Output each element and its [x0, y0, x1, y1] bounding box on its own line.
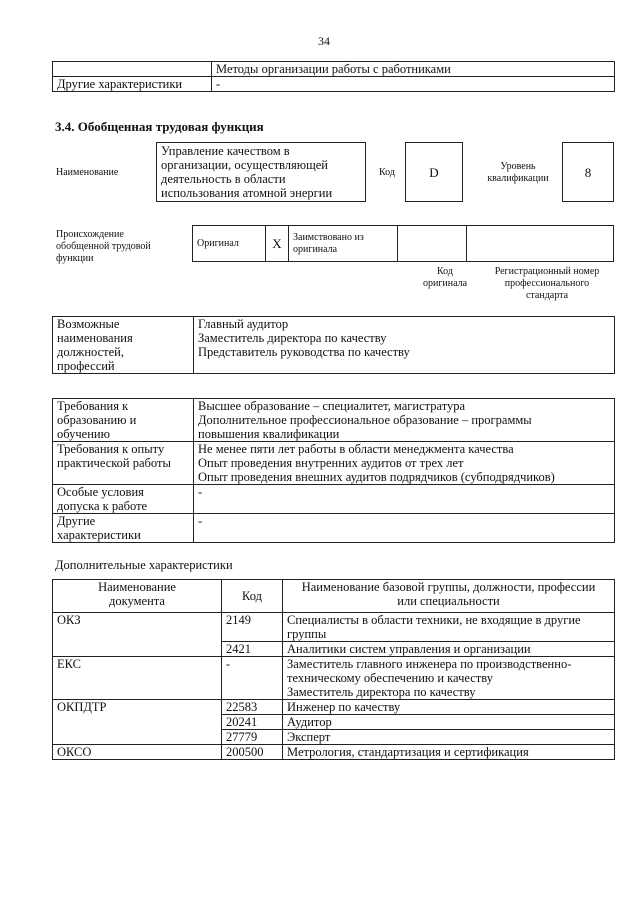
requirement-value-line: повышения квалификации: [198, 427, 340, 441]
requirement-label-line: Другие: [57, 514, 96, 528]
requirement-value-line: Дополнительное профессиональное образование – программы: [198, 413, 532, 427]
page-number: 34: [318, 34, 330, 48]
requirement-label-line: образованию и: [57, 413, 137, 427]
requirements-table: [52, 398, 615, 543]
name-line: Заместитель главного инженера по производственно-: [287, 657, 572, 671]
positions-values: [194, 317, 615, 374]
requirement-value-line: Не менее пяти лет работы в области менеджмента качества: [198, 442, 514, 456]
requirement-label-line: Особые условия: [57, 485, 144, 499]
name-line: Заместитель директора по качеству: [287, 685, 476, 699]
doc-cell: ЕКС: [53, 657, 222, 700]
name-cell: [283, 642, 615, 657]
name-line: группы: [287, 627, 327, 641]
top-table: [52, 61, 615, 92]
requirement-row: [53, 514, 615, 543]
requirement-value: [194, 514, 615, 543]
requirement-label-line: практической работы: [57, 456, 171, 470]
requirement-value: [194, 399, 615, 442]
top-table-empty-cell: [53, 62, 212, 77]
name-cell: [283, 715, 615, 730]
table-row: [53, 700, 615, 715]
table-row: [53, 745, 615, 760]
level-value-box: 8: [562, 142, 614, 202]
name-line: Эксперт: [287, 730, 331, 744]
origin-label-line: функции: [56, 253, 94, 264]
original-mark: X: [266, 226, 289, 262]
positions-label-line: Возможные: [57, 317, 120, 331]
level-label-line: Уровень: [500, 161, 536, 172]
requirement-label-line: Требования к опыту: [57, 442, 165, 456]
table-row: [53, 613, 615, 642]
name-line: техническому обеспечению и качеству: [287, 671, 493, 685]
function-name-line: Управление качеством в: [161, 144, 290, 158]
top-table-row2-label: Другие характеристики: [53, 77, 212, 92]
caption-line: Код: [437, 266, 453, 277]
requirement-label-line: обучению: [57, 427, 110, 441]
origin-code-cell: [398, 226, 467, 262]
header-line: документа: [109, 594, 165, 608]
caption-line: Регистрационный номер: [494, 266, 600, 277]
position-item: Заместитель директора по качеству: [198, 331, 387, 345]
name-cell: [283, 730, 615, 745]
requirement-value-line: -: [198, 514, 203, 528]
header-line: Наименование базовой группы, должности, профессии: [301, 580, 596, 594]
name-line: Инженер по качеству: [287, 700, 401, 714]
code-cell: 20241: [222, 715, 283, 730]
doc-cell: ОКПДТР: [53, 700, 222, 745]
origin-label-line: Происхождение: [56, 229, 124, 240]
requirement-label-line: Требования к: [57, 399, 129, 413]
additional-table: [52, 579, 615, 760]
header-name: [283, 580, 615, 613]
name-cell: [283, 745, 615, 760]
requirement-value-line: -: [198, 485, 203, 499]
name-cell: [283, 657, 615, 700]
code-cell: 2421: [222, 642, 283, 657]
requirement-label-line: допуска к работе: [57, 499, 148, 513]
top-table-row1-value: Методы организации работы с работниками: [212, 62, 615, 77]
header-document: [53, 580, 222, 613]
top-table-row2-value: -: [212, 77, 615, 92]
borrowed-label-line: оригинала: [293, 244, 338, 255]
name-cell: [283, 700, 615, 715]
name-label: Наименование: [56, 167, 119, 178]
origin-reg-cell: [467, 226, 614, 262]
name-line: Специалисты в области техники, не входящие в другие: [287, 613, 581, 627]
origin-table: [192, 225, 614, 262]
doc-cell: ОКЗ: [53, 613, 222, 657]
positions-label-line: профессий: [57, 359, 115, 373]
requirement-value: [194, 442, 615, 485]
code-cell: 200500: [222, 745, 283, 760]
requirement-label: [53, 399, 194, 442]
reg-number-caption: [480, 266, 614, 302]
name-cell: [283, 613, 615, 642]
header-code: Код: [222, 580, 283, 613]
requirement-label: [53, 442, 194, 485]
original-label: Оригинал: [193, 226, 266, 262]
table-row: [53, 657, 615, 700]
origin-label-line: обобщенной трудовой: [56, 241, 151, 252]
code-value-box: D: [405, 142, 463, 202]
code-original-caption: [405, 266, 485, 290]
name-line: Аналитики систем управления и организации: [287, 642, 531, 656]
positions-label-line: должностей,: [57, 345, 124, 359]
section-title: 3.4. Обобщенная трудовая функция: [55, 119, 264, 134]
function-name-line: использования атомной энергии: [161, 186, 333, 200]
positions-label-line: наименования: [57, 331, 133, 345]
requirement-label: [53, 514, 194, 543]
header-line: или специальности: [397, 594, 500, 608]
doc-cell: ОКСО: [53, 745, 222, 760]
requirement-value: [194, 485, 615, 514]
code-cell: 27779: [222, 730, 283, 745]
caption-line: оригинала: [422, 278, 468, 289]
requirement-value-line: Опыт проведения внутренних аудитов от трех лет: [198, 456, 464, 470]
caption-line: профессионального: [504, 278, 590, 289]
origin-label: [56, 229, 151, 265]
level-label: [478, 161, 558, 185]
level-label-line: квалификации: [487, 173, 549, 184]
requirement-label: [53, 485, 194, 514]
header-line: Наименование: [98, 580, 176, 594]
code-cell: -: [222, 657, 283, 700]
code-cell: 22583: [222, 700, 283, 715]
requirement-row: [53, 399, 615, 442]
requirement-value-line: Высшее образование – специалитет, магистратура: [198, 399, 466, 413]
requirement-value-line: Опыт проведения внешних аудитов подрядчиков (субподрядчиков): [198, 470, 555, 484]
function-name-line: организации, осуществляющей: [161, 158, 328, 172]
requirement-row: [53, 485, 615, 514]
additional-title: Дополнительные характеристики: [55, 558, 233, 572]
position-item: Представитель руководства по качеству: [198, 345, 410, 359]
borrowed-label: [289, 226, 398, 262]
requirement-label-line: характеристики: [57, 528, 141, 542]
function-name-box: [156, 142, 366, 202]
name-line: Метрология, стандартизация и сертификация: [287, 745, 529, 759]
code-cell: 2149: [222, 613, 283, 642]
code-label: Код: [379, 167, 395, 178]
name-line: Аудитор: [287, 715, 332, 729]
function-name-line: деятельность в области: [161, 172, 286, 186]
borrowed-label-line: Заимствовано из: [293, 232, 364, 243]
positions-label: [53, 317, 194, 374]
caption-line: стандарта: [525, 290, 569, 301]
position-item: Главный аудитор: [198, 317, 289, 331]
requirement-row: [53, 442, 615, 485]
positions-table: [52, 316, 615, 374]
